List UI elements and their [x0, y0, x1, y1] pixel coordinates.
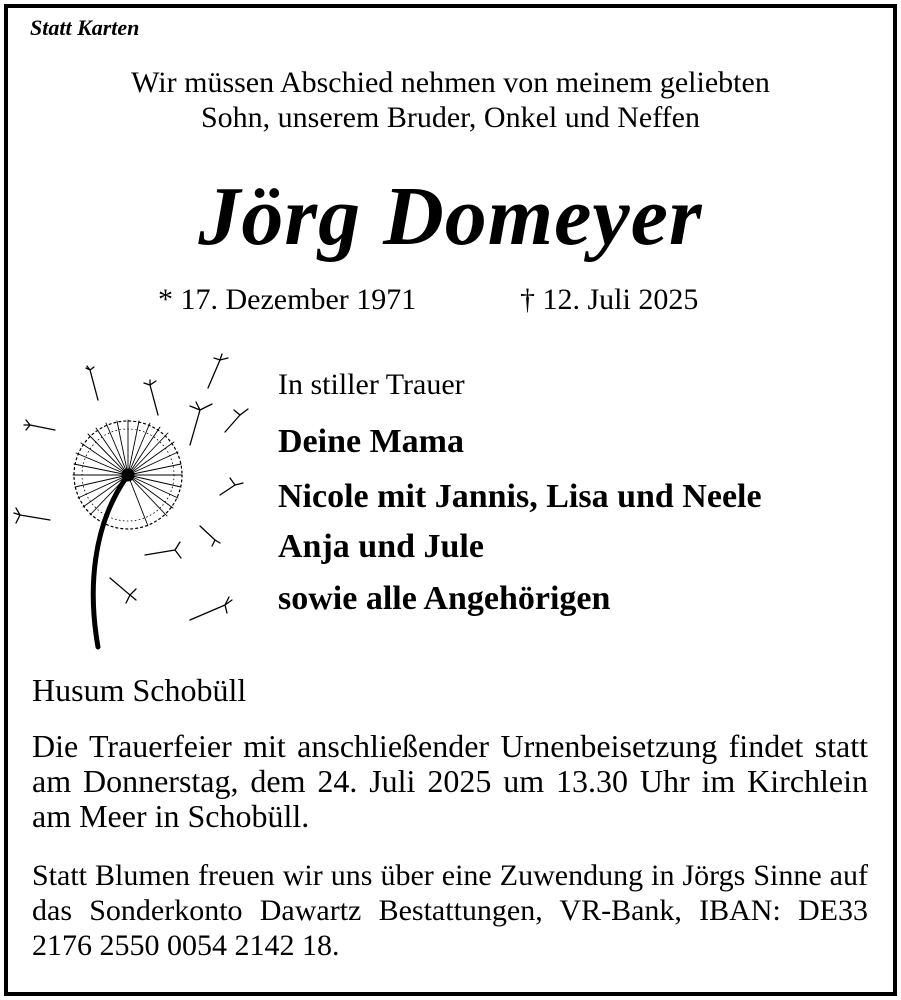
birth-date: * 17. Dezember 1971 — [158, 283, 417, 316]
mourner-line: Anja und Jule — [278, 528, 484, 565]
death-date: † 12. Juli 2025 — [520, 283, 699, 316]
location: Husum Schobüll — [32, 672, 247, 708]
funeral-details: Die Trauerfeier mit anschließender Urnenbeisetzung findet statt am Donnerstag, dem 24. Juli 2025 um 13.30 Uhr im Kirchlein am Meer in Schobüll. — [32, 728, 868, 834]
deceased-name: Jörg Domeyer — [198, 170, 703, 263]
mourner-line: sowie alle Angehörigen — [278, 580, 611, 617]
mourner-line: Nicole mit Jannis, Lisa und Neele — [278, 478, 762, 515]
dandelion-icon — [10, 350, 260, 650]
intro-line-1: Wir müssen Abschied nehmen von meinem geliebten — [131, 66, 770, 99]
mourner-line: Deine Mama — [278, 423, 465, 460]
statt-karten-label: Statt Karten — [30, 15, 140, 40]
donation-details: Statt Blumen freuen wir uns über eine Zuwendung in Jörgs Sinne auf das Sonderkonto Dawartz Bestattungen, VR-Bank, IBAN: DE33 2176 2550 0054 2142 18. — [32, 859, 868, 962]
intro-line-2: Sohn, unserem Bruder, Onkel und Neffen — [201, 101, 700, 134]
mourning-heading: In stiller Trauer — [278, 368, 465, 401]
